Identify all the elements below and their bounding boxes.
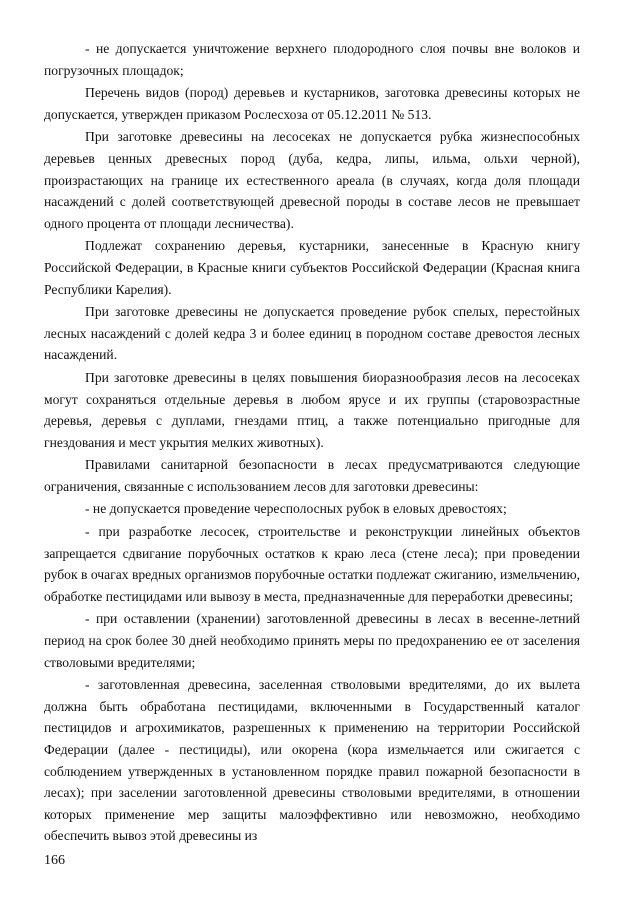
paragraph: - при разработке лесосек, строительстве и реконструкции линейных объектов запрещается сдвигание порубочных остатков к краю леса (стене леса); при проведении рубок в очагах вредных организмов порубочные остатки подлежат сжиганию, измельчению, обработке пестицидами или вывозу в места, предназначенные для переработки древесины; xyxy=(44,524,580,604)
paragraph: При заготовке древесины в целях повышения биоразнообразия лесов на лесосеках могут сохраняться отдельные деревья в любом ярусе и их группы (старовозрастные деревья, деревья с дуплами, гнездами птиц, а также потенциально пригодные для гнездования и мест укрытия мелких животных). xyxy=(44,369,580,450)
paragraph: Перечень видов (пород) деревьев и кустарников, заготовка древесины которых не допускается, утвержден приказом Рослесхоза от 05.12.2011 № 513. xyxy=(44,85,580,122)
paragraph: - заготовленная древесина, заселенная стволовыми вредителями, до их вылета должна быть обработана пестицидами, включенными в Государственный каталог пестицидов и агрохимикатов, разрешенных к применению на территории Российской Федерации (далее - пестициды), или окорена (кора измельчается или сжигается с соблюдением утвержденных в установленном порядке правил пожарной безопасности в лесах); при заселении заготовленной древесины стволовыми вредителями, в отношении которых применение мер защиты малоэффективно или невозможно, необходимо обеспечить вывоз этой древесины из xyxy=(44,677,580,844)
paragraph: При заготовке древесины на лесосеках не допускается рубка жизнеспособных деревьев ценных древесных пород (дуба, кедра, липы, ильма, ольхи черной), произрастающих на границе их естественного ареала (в случаях, когда доля площади насаждений с долей соответствующей древесной породы в составе лесов не превышает одного процента от площади лесничества). xyxy=(44,129,580,231)
document-body xyxy=(44,38,580,848)
page-number: 166 xyxy=(44,853,65,868)
paragraph: - при оставлении (хранении) заготовленной древесины в лесах в весенне-летний период на срок более 30 дней необходимо принять меры по предохранению ее от заселения стволовыми вредителями; xyxy=(44,611,580,670)
paragraph: Правилами санитарной безопасности в лесах предусматриваются следующие ограничения, связанные с использованием лесов для заготовки древесины: xyxy=(44,457,580,494)
paragraph: Подлежат сохранению деревья, кустарники, занесенные в Красную книгу Российской Федерации, в Красные книги субъектов Российской Федерации (Красная книга Республики Карелия). xyxy=(44,238,580,297)
paragraph: - не допускается проведение чересполосных рубок в еловых древостоях; xyxy=(85,501,507,517)
paragraph: При заготовке древесины не допускается проведение рубок спелых, перестойных лесных насаждений с долей кедра 3 и более единиц в породном составе древостоя лесных насаждений. xyxy=(44,304,580,363)
paragraph: - не допускается уничтожение верхнего плодородного слоя почвы вне волоков и погрузочных площадок; xyxy=(44,41,580,78)
